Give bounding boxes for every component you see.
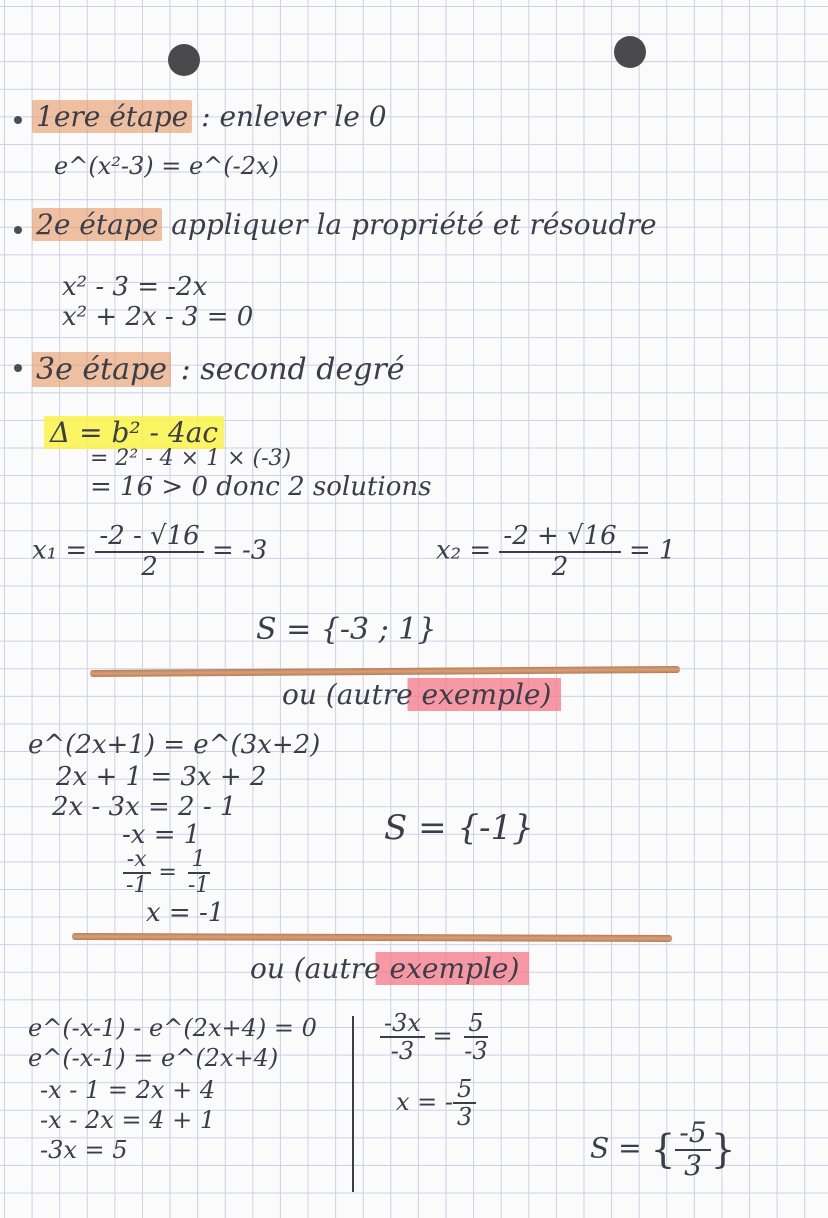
ex2-line-1: e^(-x-1) - e^(2x+4) = 0 [28, 1014, 317, 1042]
ex1-line-1: e^(2x+1) = e^(3x+2) [28, 730, 321, 760]
step3-label: 3e étape [32, 352, 171, 387]
ex2-line-2: e^(-x-1) = e^(2x+4) [28, 1044, 279, 1072]
bullet-icon [14, 226, 22, 234]
punch-hole-left [168, 44, 200, 76]
step2-heading [32, 208, 657, 241]
ex1-final: x = -1 [146, 898, 225, 928]
delta-formula: Δ = b² - 4ac [44, 416, 224, 449]
ex1-line-4: -x = 1 [122, 820, 201, 850]
ex2-result: x = - $\frac{5}{3}$ [396, 1076, 476, 1131]
example2-title: ou (autre exemple) [250, 952, 529, 985]
ex1-line-3: 2x - 3x = 2 - 1 [52, 792, 237, 822]
step1-text: : enlever le 0 [201, 100, 387, 133]
example1-title: ou (autre exemple) [282, 678, 561, 711]
step2-text: appliquer la propriété et résoudre [171, 208, 657, 241]
step3-heading [32, 352, 405, 387]
ex2-line-5: -3x = 5 [40, 1136, 128, 1164]
bullet-icon [14, 364, 22, 372]
ex2-line-4: -x - 2x = 4 + 1 [40, 1106, 216, 1134]
step3-solution: S = {-3 ; 1} [256, 612, 437, 647]
ex1-division: $\frac{-x}{-1}$ = $\frac{1}{-1}$ [122, 848, 213, 898]
x1-root: x₁ = $\frac{-2 - √16}{2}$ = -3 [32, 521, 268, 582]
divider-rule [90, 666, 680, 677]
punch-hole-right [614, 36, 646, 68]
x2-root: x₂ = $\frac{-2 + √16}{2}$ = 1 [436, 521, 676, 582]
step2-line-1: x² - 3 = -2x [62, 272, 208, 302]
column-divider [352, 1016, 354, 1192]
step1-equation: e^(x²-3) = e^(-2x) [54, 152, 279, 180]
ex2-line-3: -x - 1 = 2x + 4 [40, 1076, 216, 1104]
delta-line-2: = 16 > 0 donc 2 solutions [90, 472, 432, 502]
ex1-solution: S = {-1} [384, 808, 534, 848]
delta-line-1: = 2² - 4 × 1 × (-3) [90, 446, 292, 471]
step1-label: 1ere étape [32, 100, 192, 133]
step2-line-2: x² + 2x - 3 = 0 [62, 302, 254, 332]
ex2-solution: S = { $\frac{-5}{3}$ } [590, 1116, 736, 1182]
divider-rule [72, 933, 672, 942]
step3-text: : second degré [180, 352, 405, 387]
step1-heading [32, 100, 387, 133]
bullet-icon [14, 116, 22, 124]
step2-label: 2e étape [32, 208, 162, 241]
ex2-division: $\frac{-3x}{-3}$ = $\frac{5}{-3}$ [380, 1010, 492, 1065]
ex1-line-2: 2x + 1 = 3x + 2 [56, 762, 267, 792]
